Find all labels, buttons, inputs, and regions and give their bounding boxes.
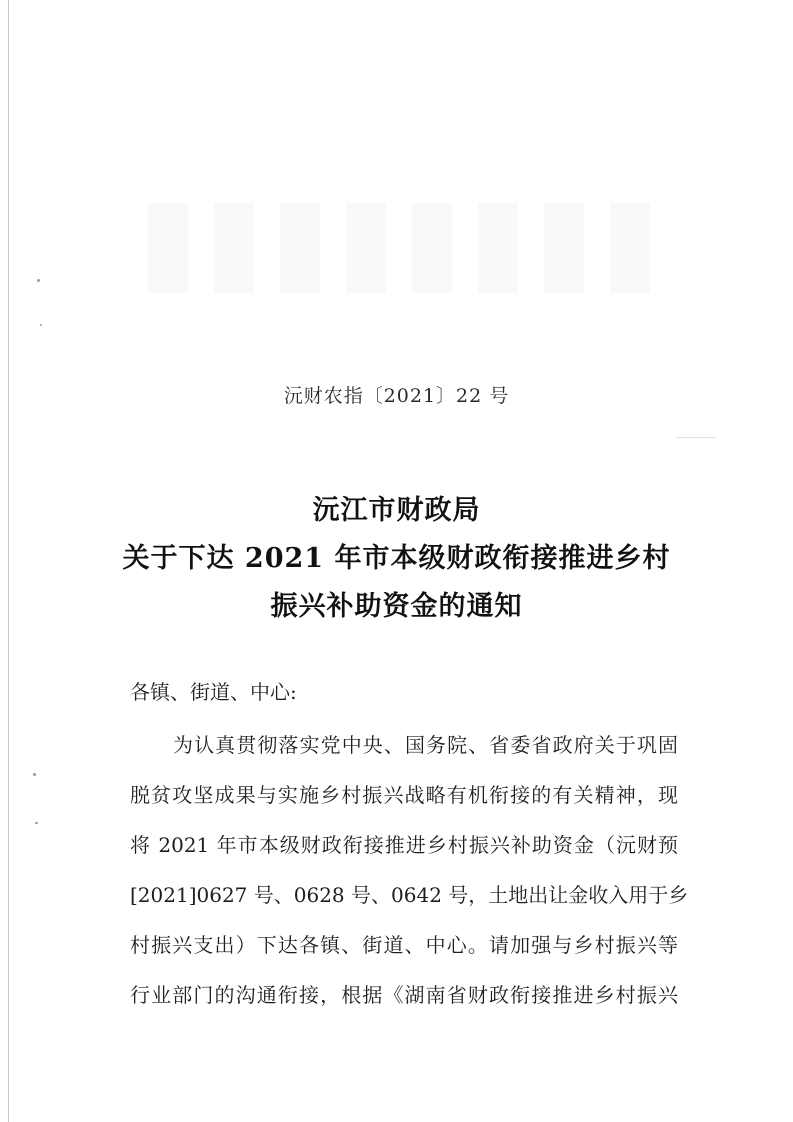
- body-line-1: 为认真贯彻落实党中央、国务院、省委省政府关于巩固: [173, 733, 678, 757]
- scan-speck: [35, 822, 38, 824]
- title-line-1: 沅江市财政局: [312, 495, 481, 526]
- faint-mark: [676, 437, 716, 438]
- body-line-4: [2021]0627 号、0628 号、0642 号，土地出让金收入用于乡: [130, 883, 689, 907]
- body-line-6: 行业部门的沟通衔接，根据《湖南省财政衔接推进乡村振兴: [130, 983, 678, 1007]
- body-line-2: 脱贫攻坚成果与实施乡村振兴战略有机衔接的有关精神，现: [130, 783, 678, 807]
- title-line-3: 振兴补助资金的通知: [270, 591, 523, 622]
- scan-speck: [33, 773, 36, 776]
- scan-speck: [37, 279, 40, 282]
- salutation: 各镇、街道、中心:: [130, 680, 297, 704]
- faded-red-header-stamp: [130, 203, 670, 293]
- body-line-5: 村振兴支出）下达各镇、街道、中心。请加强与乡村振兴等: [130, 933, 678, 957]
- scan-speck: [40, 324, 42, 326]
- body-line-3: 将 2021 年市本级财政衔接推进乡村振兴补助资金（沅财预: [130, 833, 678, 857]
- title-line-2: 关于下达 2021 年市本级财政衔接推进乡村: [122, 543, 671, 574]
- document-number: 沅财农指〔2021〕22 号: [283, 385, 510, 407]
